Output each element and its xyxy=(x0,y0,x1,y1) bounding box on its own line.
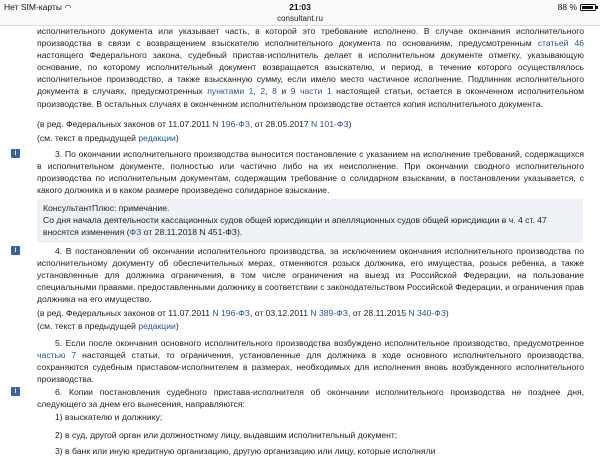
link-point-2[interactable]: 2 xyxy=(260,86,266,97)
previous-edition-2: (см. текст в предыдущей редакции) xyxy=(37,321,179,331)
link-law-340[interactable]: N 340-ФЗ xyxy=(408,308,446,318)
paragraph-6: 6. Копии постановления судебного пристава-исполнителя об окончании исполнительного производства не позднее дня, следующего за днем его вынесения, направляются: xyxy=(37,387,584,410)
list-item: 1) взыскателю и должнику; xyxy=(55,412,163,422)
consultant-note-text: Со дня начала деятельности кассационных судов общей юрисдикции и апелляционных судов общей юрисдикции в ч. 4 ст. 47 вносятся изменения (ФЗ от 28.11.2018 N 451-ФЗ). xyxy=(43,215,547,238)
paragraph-3: 3. По окончании исполнительного производства выносится постановление с указанием на исполнение требований, содержащихся в исполнительном документе, полностью или частично либо на их неисполнение. При окончании сводного исполнительного производства по исполнительным документам, содержащим требование о солидарном взыскании, в постановлении указывается, с какого должника и в каком размере произведено солидарное взыскание. xyxy=(37,149,584,196)
url-text: consultant.ru xyxy=(277,14,323,23)
carrier-label: Нет SIM-карты ◠ xyxy=(4,2,72,12)
info-icon[interactable]: i xyxy=(11,149,20,158)
consultant-note-title: КонсультантПлюс: примечание. xyxy=(43,203,170,213)
wifi-icon: ◠ xyxy=(64,3,72,12)
consultant-note xyxy=(37,199,583,243)
link-article-46[interactable]: статьей 46 xyxy=(537,38,584,49)
link-law-101[interactable]: N 101-ФЗ xyxy=(311,119,349,129)
info-icon[interactable]: i xyxy=(11,246,20,255)
list-item: 2) в суд, другой орган или должностному лицу, выдавшим исполнительный документ; xyxy=(55,430,398,440)
edition-note-1: (в ред. Федеральных законов от 11.07.2011 N 196-ФЗ, от 28.05.2017 N 101-ФЗ) xyxy=(37,119,352,129)
paragraph-5: 5. Если после окончания основного исполнительного производства возбуждено исполнительное производство, предусмотренное частью 7 настоящей статьи, то ограничения, установленные для должника в ходе основного исполнительного производства, сохраняются судебным приставом-исполнителем в размерах, необходимых для исполнения вновь возбужденного исполнительного производства. xyxy=(37,338,584,385)
edition-note-2: (в ред. Федеральных законов от 11.07.2011 N 196-ФЗ, от 03.12.2011 N 389-ФЗ, от 28.11.2015 N 340-ФЗ) xyxy=(37,308,449,318)
status-bar xyxy=(0,0,600,14)
link-points-1[interactable]: пунктами 1 xyxy=(207,86,254,97)
link-fz[interactable]: ФЗ xyxy=(129,227,142,238)
paragraph-top: исполнительного документа или указывает часть, в которой это требование исполнено. В случае окончания исполнительного производства в связи с возвращением взыскателю исполнительного документа по основаниям, предусмотренным статьей 46 настоящего Федерального закона, судебный пристав-исполнитель делает в исполнительном документе отметку, указывающую основание, по которому исполнительный документ возвращается взыскателю, и период, в течение которого осуществлялось исполнительное производство, а также взысканную сумму, если имело место частичное исполнение. Подлинник исполнительного документа в случаях, предусмотренных пунктами 1, 2, 8 и 9 части 1 настоящей статьи, остается в оконченном исполнительном производстве. В остальных случаях в оконченном исполнительном производстве остается копия исполнительного документа. xyxy=(37,26,585,109)
link-part-1[interactable]: 9 части 1 xyxy=(290,86,332,97)
clock: 21:03 xyxy=(289,2,311,12)
paragraph-4: 4. В постановлении об окончании исполнительного производства, за исключением окончания исполнительного производства по исполнительному документу об обеспечительных мерах, отменяются розыск должника, его имущества, розыск ребенка, а также установленные для должника ограничения, в том числе ограничения на выезд из Российской Федерации, на пользование специальными правами, предоставленными должнику в соответствии с законодательством Российской Федерации, и ограничения прав должника на его имущество. xyxy=(37,246,584,305)
list-item: 3) в банк или иную кредитную организацию, другую организацию или лицу, которые исполняли xyxy=(55,446,436,456)
battery-icon xyxy=(580,4,596,11)
link-previous-edition[interactable]: редакции xyxy=(138,133,176,143)
battery-indicator: 88 % xyxy=(558,0,596,14)
link-law-196[interactable]: N 196-ФЗ xyxy=(212,119,250,129)
info-icon[interactable]: i xyxy=(11,387,20,396)
link-part-7[interactable]: частью 7 xyxy=(37,350,77,361)
link-point-8[interactable]: 8 xyxy=(272,86,277,97)
previous-edition-1: (см. текст в предыдущей редакции) xyxy=(37,133,179,143)
link-law-196[interactable]: N 196-ФЗ xyxy=(212,308,250,318)
link-law-389[interactable]: N 389-ФЗ xyxy=(310,308,348,318)
link-previous-edition[interactable]: редакции xyxy=(138,321,176,331)
